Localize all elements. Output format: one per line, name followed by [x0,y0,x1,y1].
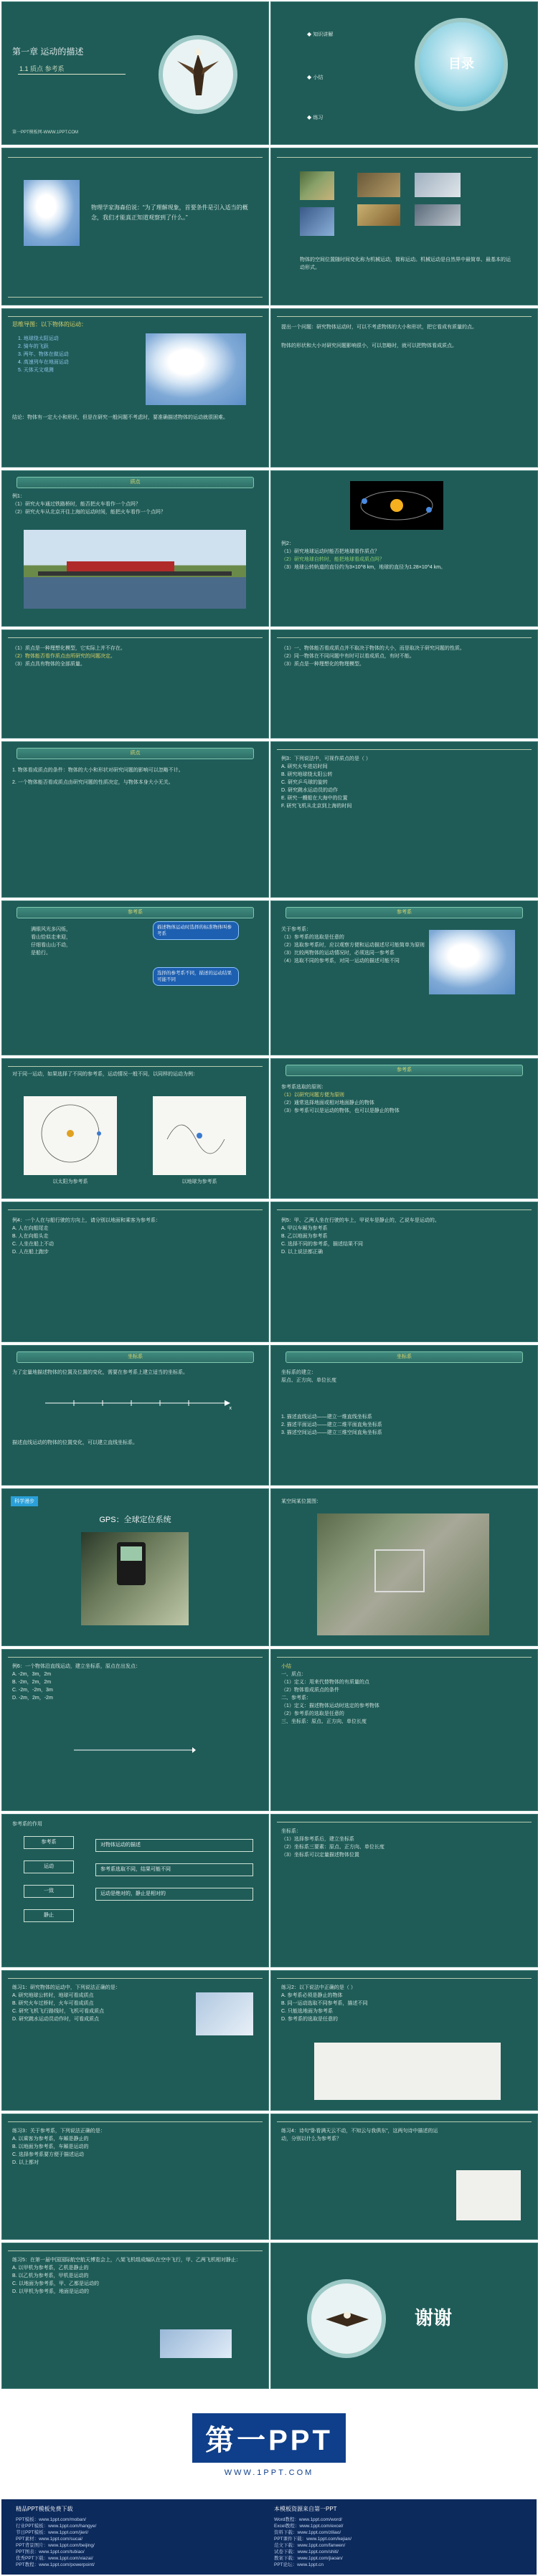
list-item: 3. 两年、物体在做运动 [18,352,69,357]
eagle-icon [163,39,233,110]
footer-link[interactable]: Excel教程：www.1ppt.com/excel/ [274,2524,344,2529]
slide-heisenberg[interactable] [1,148,269,305]
slide-example-5[interactable] [270,1202,538,1342]
footer-logo-area [1,2392,537,2499]
example-1-lines: 例1： （1）研究火车通过铁路桥时，能否把火车看作一个点吗？ （2）研究火车从北京开往上海的运动时间，能把火车看作一个点吗？ [12,494,166,515]
axis-icon [45,1389,232,1417]
gps-device-photo [81,1532,189,1625]
footer-col2: 本模板资源来自第一PPT [274,2506,337,2512]
slide-reference-poem[interactable] [1,900,269,1055]
particle-condition: 物体的形状和大小对研究问题影响很小，可以忽略时，就可以把物体看成质点。 [281,343,457,348]
footer-link[interactable]: 试卷下载：www.1ppt.com/shiti/ [274,2549,339,2554]
slide-exercise-3[interactable] [1,2114,269,2240]
flow-box-3: 一致 [24,1885,74,1898]
example-4-lines: 例4：一个人在与船行驶的方向上，请分别以地面和乘客为参考系： A. 人在向船尾走 B. 人在向船头走 C. 人坐在船上不动 D. 人在船上跑步 [12,1218,161,1255]
reference-principles: 参考系选取的原则： （1）以研究问题方便为原则 （2）通常选择地面或相对地面静止的物体 （3）参考系可以是运动的物体，也可以是静止的物体 [281,1085,400,1113]
toc-item-3[interactable]: ◆ 练习 [307,114,324,120]
slide-particle-summary[interactable] [1,741,269,898]
satellite-map [317,1513,489,1635]
slide-toc[interactable] [270,1,538,145]
boat-sketch [456,2170,521,2220]
plane-photo [196,1992,253,2035]
bubble-2: 选择的参考系不同，描述的运动结果可能不同 [153,967,239,986]
number-line-icon [74,1743,196,1757]
slide-exercise-5[interactable] [1,2243,269,2389]
exercise-diagram [314,2043,501,2100]
slide-title-text: 第一章 运动的描述 [12,47,84,57]
example-6-lines: 例6：一个物体沿直线运动，建立坐标系，原点在出发点： A. -2m，3m，2m B. -2m，2m，2m C. -2m，-2m，3m D. -2m，2m，-2m [12,1664,141,1701]
coordinate-summary: 坐标系： （1）选择参考系后，建立坐标系 （2）坐标系三要素：原点、正方向、单位长度 （3）坐标系可以定量描述物体位置 [281,1829,384,1858]
slide-coordinate-summary[interactable] [270,1814,538,1967]
reference-rules: 关于参考系： （1）参考系的选取是任意的 （2）选取参考系时，应以观察方便和运动描述尽可能简单为原则 （3）比较两物体的运动情况时，必须选同一参考系 （4）选取不同的参考系，对同一运动的描述可能不同 [281,927,425,964]
footer-link[interactable]: 优秀PPT下载：www.1ppt.com/xiazai/ [16,2556,93,2561]
mindmap-items [18,335,69,374]
footer-promo [1,2392,537,2575]
section-header: 参考系 [285,907,523,918]
photo-car [415,204,461,226]
slide-mindmap[interactable] [1,308,269,467]
mindmap-heading: 思维导图：以下物体的运动： [12,321,87,328]
slide-reference-rules[interactable] [270,900,538,1055]
coordinate-types: 坐标系的建立： 原点、正方向、单位长度 1. 描述直线运动——建立一维直线坐标系 2. 描述平面运动——建立二维平面直角坐标系 3. 描述空间运动——建立三维空间直角坐标系 [281,1370,382,1435]
jets-photo [160,2329,232,2358]
section-header: 参考系 [285,1065,523,1076]
slide-example-4[interactable] [1,1202,269,1342]
eagle-photo-circle [159,35,237,114]
list-item: 4. 高速列车在地面运动 [18,360,69,365]
exercise-1-lines: 练习1：研究物体的运动中，下列说法正确的是： A. 研究地球公转时，地球可看成质点 B. 研究火车过桥时，火车可看成质点 C. 研究飞机飞行路线时，飞机可看成质点 D. 研究跳水运动员动作时，可看成质点 [12,1985,121,2022]
slide-coordinate-types[interactable] [270,1345,538,1486]
science-tag: 科学漫步 [11,1496,38,1506]
title-underline [18,74,126,75]
slide-example-3[interactable] [270,741,538,898]
flow-box-2: 运动 [24,1860,74,1873]
photo-sky [300,207,334,236]
earth-orbit-diagram [350,481,443,530]
exercise-4-lines: 练习4：诗句“卧看满天云不动，不知云与我俱东”，这两句诗中描述的运动，分别以什么为参考系？ [281,2129,438,2142]
slide-example-2[interactable] [270,470,538,627]
slide-thanks[interactable] [270,2243,538,2389]
eagle-icon [311,2283,382,2354]
flow-header: 参考系的作用 [12,1822,42,1827]
flow-note-3: 运动是绝对的，静止是相对的 [95,1888,253,1901]
flow-note-2: 参考系选取不同，结果可能不同 [95,1863,253,1876]
footer-links-right [274,2516,351,2568]
cloud-photo-2 [146,333,246,405]
orbit-icon [350,481,443,530]
axis-diagram [45,1389,232,1417]
footer-url[interactable]: WWW.1PPT.COM [224,2468,314,2477]
footer-link[interactable]: PPT课件下载：www.1ppt.com/kejian/ [274,2537,352,2542]
orbit-diagram-icon [24,1096,117,1175]
loop-diagram-icon [153,1096,246,1175]
sun-frame-diagram [24,1096,117,1175]
label-earth: 以地球为参考系 [181,1179,217,1184]
footer-link[interactable]: PPT图表：www.1ppt.com/tubiao/ [16,2549,85,2554]
photo-train [357,204,400,226]
slide-particle-rules[interactable] [270,629,538,738]
footer-link[interactable]: 行业PPT模板：www.1ppt.com/hangye/ [16,2524,97,2529]
exercise-3-lines: 练习3：关于参考系，下列说法正确的是： A. 以乘客为参考系，车厢是静止的 B. 以地面为参考系，车厢是运动的 C. 选择参考系要方便于描述运动 D. 以上都对 [12,2129,105,2165]
example-2-lines: 例2： （1）研究地球运动时能否把地球看作质点？ （2）研究地球自转时，能把地球看成质点吗？ （3）地球公转轨道的直径约为3×10^8 km，地球的直径为1.28×10^4 km。 [281,541,446,570]
photo-plane [415,173,461,197]
particle-notes: （1）质点是一种理想化模型，它实际上并不存在。 （2）物体能否看作质点由所研究的问题决定。 （3）质点具有物体的全部质量。 [12,646,126,667]
toc-item-2[interactable]: ◆ 小结 [307,74,324,80]
slide-reference-example[interactable] [1,1058,269,1199]
slide-gps[interactable] [1,1488,269,1646]
cloud-photo [24,180,80,246]
example-5-lines: 例5：甲、乙两人坐在行驶的车上，甲说车是静止的，乙说车是运动的。 A. 甲以车厢为参考系 B. 乙以地面为参考系 C. 选择不同的参考系，描述结果不同 D. 以上说法都正确 [281,1218,440,1255]
photo-deer [357,173,400,197]
list-item: 1. 地球绕太阳运动 [18,336,59,341]
slide-exercise-4[interactable] [270,2114,538,2240]
slide-title[interactable] [1,1,269,145]
poem: 满眼风光多闪烁， 看山恰似走来迎， 仔细看山山不动， 是船行。 [31,927,71,956]
section-header: 坐标系 [16,1351,254,1363]
slide-example-1[interactable] [1,470,269,627]
slide-subtitle: 1.1 质点 参考系 [19,65,65,72]
flow-box-4: 静止 [24,1909,74,1922]
list-item: 5. 天体天文观测 [18,368,54,373]
footer-link[interactable]: PPT模板：www.1ppt.com/moban/ [16,2517,86,2522]
section-header: 参考系 [16,907,254,918]
slide-example-6[interactable] [1,1649,269,1811]
slide-exercise-2[interactable] [270,1970,538,2111]
footer-link[interactable]: PPT素材：www.1ppt.com/sucai/ [16,2537,83,2542]
coordinate-caption: 描述直线运动的物体的位置变化，可以建立直线坐标系。 [12,1440,138,1445]
slide-particle-intro[interactable] [270,308,538,467]
footer-link[interactable]: Word教程：www.1ppt.com/word/ [274,2517,342,2522]
axis-label: x [229,1406,232,1411]
slide-map[interactable] [270,1488,538,1646]
particle-summary-lines: 1. 物体看成质点的条件：物体的大小和形状对研究问题的影响可以忽略不计。 2. 一个物体能否看成质点由研究问题的性质决定，与物体本身大小无关。 [12,768,184,785]
slide-reference-flow[interactable] [1,1814,269,1967]
exercise-2-lines: 练习2：以下说法中正确的是（ ） A. 参考系必须是静止的物体 B. 同一运动选取不同参考系，描述不同 C. 只能选地面为参考系 D. 参考系的选取是任意的 [281,1985,368,2022]
section-header: 质点 [16,748,254,759]
map-caption: 某空间某位置图： [281,1499,321,1504]
cloud-photo-3 [429,930,515,994]
footer-col1: 精品PPT模板免费下载 [16,2506,73,2512]
slide-exercise-1[interactable] [1,1970,269,2111]
footer-link[interactable]: 资料下载：www.1ppt.com/ziliao/ [274,2530,341,2535]
section-header: 坐标系 [285,1351,523,1363]
reference-example-text: 对于同一运动，如果选择了不同的参考系，运动情况一般不同，以同样的运动为例： [12,1072,198,1077]
site-text: 第一PPT模板网-WWW.1PPT.COM [12,130,78,135]
photo-horse [300,171,334,200]
earth-frame-diagram [153,1096,246,1175]
toc-badge-circle [415,18,508,111]
footer-link[interactable]: 节日PPT模板：www.1ppt.com/jieri/ [16,2530,89,2535]
list-item: 2. 骑车的飞跃 [18,344,49,349]
footer-logo: 第一PPT [192,2413,346,2463]
train-bridge-photo [24,530,246,609]
slide-summary[interactable] [270,1649,538,1811]
toc-item-1[interactable]: ◆ 知识讲解 [307,31,334,37]
thanks-eagle-circle [307,2279,386,2358]
bubble-1: 描述物体运动时选择的标准物体叫参考系 [153,921,239,940]
flow-box-1: 参考系 [24,1836,74,1849]
particle-rules: （1）一、物体能否看成质点并不取决于物体的大小，而是取决于研究问题的性质。 （2）同一物体在不同问题中有时可以看成质点，有时不能。 （3）质点是一种理想化的物理模型。 [281,646,465,667]
footer-link[interactable]: PPT背景图片：www.1ppt.com/beijing/ [16,2543,95,2548]
slide-reference-principles[interactable] [270,1058,538,1199]
heisenberg-quote: 物理学家海森伯说：“为了理解现象，首要条件是引入适当的概念，我们才能真正知道观察到了什么。” [91,204,248,221]
coordinate-text: 为了定量地描述物体的位置及位置的变化，需要在参考系上建立适当的坐标系。 [12,1370,188,1375]
footer-links-left [16,2516,96,2568]
slide-motion-photos[interactable] [270,148,538,305]
slide-particle-notes[interactable] [1,629,269,738]
footer-link[interactable]: PPT教程：www.1ppt.com/powerpoint/ [16,2562,95,2567]
exercise-5-lines: 练习5：在第一届中国国际航空航天博览会上，八架飞机组成编队在空中飞行，甲、乙两飞机相对静止： A. 以甲机为参考系，乙机是静止的 B. 以乙机为参考系，甲机是运动的 C. 以地面为参考系，甲、乙都是运动的 D. 以甲机为参考系，地面是运动的 [12,2258,241,2294]
footer-links [1,2499,537,2575]
slide-coordinate-1d[interactable] [1,1345,269,1486]
footer-link[interactable]: 范文下载：www.1ppt.com/fanwen/ [274,2543,346,2548]
mindmap-note: 结论：物体有一定大小和形状，但是在研究一般问题不考虑时，要准确描述物体的运动就很困难。 [12,415,228,420]
flow-note-1: 对物体运动的描述 [95,1839,253,1852]
number-line [74,1743,196,1757]
particle-intro-text: 提出一个问题：研究物体运动时，可以不考虑物体的大小和形状，把它看成有质量的点。 [281,325,477,330]
motion-text: 物体的空间位置随时间变化称为机械运动，简称运动。机械运动是自然界中最简单、最基本的运动形式。 [300,257,511,270]
label-sun: 以太阳为参考系 [52,1179,88,1184]
section-header: 质点 [16,477,254,488]
summary-lines: 小结 一、质点： （1）定义：用来代替物体的有质量的点 （2）物体看成质点的条件 二、参考系： （1）定义：描述物体运动时选定的参考物体 （2）参考系的选取是任意的 三、坐标系：原点、正方向、单位长度 [281,1664,379,1724]
thanks-text: 谢谢 [415,2307,453,2329]
footer-link[interactable]: 教案下载：www.1ppt.com/jiaoan/ [274,2556,343,2561]
gps-title: GPS：全球定位系统 [99,1516,171,1524]
toc-badge: 目录 [448,57,474,71]
footer-link[interactable]: PPT论坛：www.1ppt.cn [274,2562,324,2567]
example-3-lines: 例3：下列说法中，可视作质点的是（ ） A. 研究火车进站时间 B. 研究地球绕太阳公转 C. 研究乒乓球的旋转 D. 研究跳水运动员的动作 E. 研究一艘船在大海中的位置 F. 研究飞机从北京到上海的时间 [281,756,371,809]
